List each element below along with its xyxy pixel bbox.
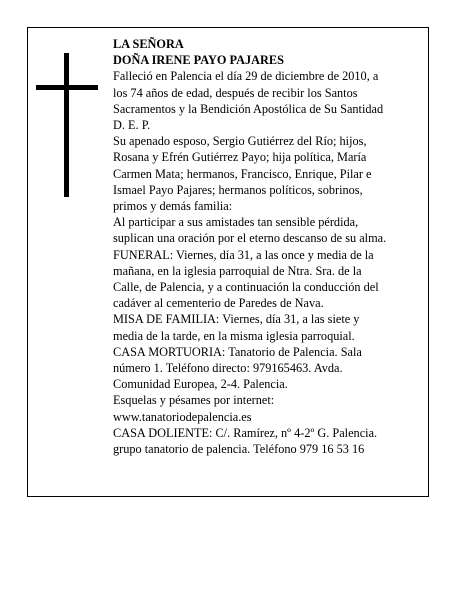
body-line: número 1. Teléfono directo: 979165463. Avda. [113,361,343,376]
body-line: Al participar a sus amistades tan sensible pérdida, [113,215,359,230]
deceased-name: DOÑA IRENE PAYO PAJARES [113,53,284,68]
cross-vertical-bar [64,53,69,197]
body-line: mañana, en la iglesia parroquial de Ntra. Sra. de la [113,263,362,278]
body-line: grupo tanatorio de palencia. Teléfono 979 16 53 16 [113,442,365,457]
body-line: Falleció en Palencia el día 29 de diciembre de 2010, a [113,69,379,84]
body-line: media de la tarde, en la misma iglesia parroquial. [113,328,355,343]
body-line: Esquelas y pésames por internet: [113,393,275,408]
body-line: Rosana y Efrén Gutiérrez Payo; hija política, María [113,150,367,165]
body-line: cadáver al cementerio de Paredes de Nava. [113,296,324,311]
body-line: los 74 años de edad, después de recibir los Santos [113,85,358,100]
body-line: MISA DE FAMILIA: Viernes, día 31, a las siete y [113,312,360,327]
body-line: Calle, de Palencia, y a continuación la conducción del [113,280,379,295]
website-line: www.tanatoriodepalencia.es [113,409,252,424]
body-line: Sacramentos y la Bendición Apostólica de Su Santidad [113,101,384,116]
body-line: CASA DOLIENTE: C/. Ramírez, nº 4-2º G. Palencia. [113,425,378,440]
cross-horizontal-bar [36,85,98,90]
body-line: D. E. P. [113,118,151,133]
body-line: suplican una oración por el eterno descanso de su alma. [113,231,387,246]
body-line: FUNERAL: Viernes, día 31, a las once y media de la [113,247,374,262]
body-line: Carmen Mata; hermanos, Francisco, Enrique, Pilar e [113,166,372,181]
body-line: primos y demás familia: [113,199,233,214]
body-line: Comunidad Europea, 2-4. Palencia. [113,377,288,392]
title-line: LA SEÑORA [113,37,184,51]
body-line: Ismael Payo Pajares; hermanos políticos, sobrinos, [113,182,363,197]
body-line: CASA MORTUORIA: Tanatorio de Palencia. Sala [113,344,362,359]
obituary-text [113,36,423,457]
body-line: Su apenado esposo, Sergio Gutiérrez del Río; hijos, [113,134,367,149]
